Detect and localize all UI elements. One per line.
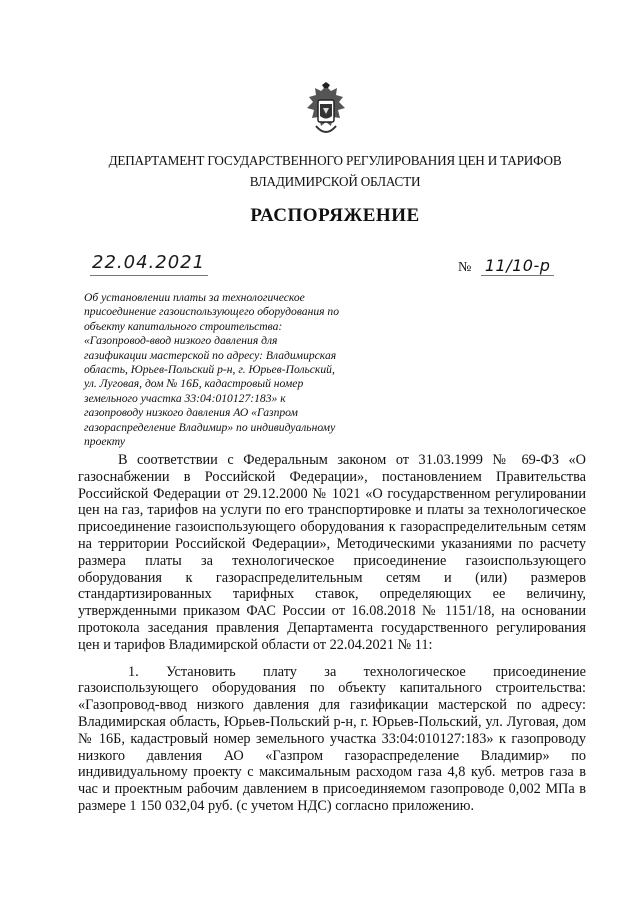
document-number [458, 256, 554, 276]
number-sign: № [458, 260, 472, 275]
document-subject [84, 291, 362, 449]
subject-line: «Газопровод-ввод низкого давления для [84, 334, 278, 348]
subject-line: объекту капитального строительства: [84, 319, 283, 333]
subject-line: область, Юрьев-Польский р-н, г. Юрьев-Польский, [84, 363, 335, 377]
subject-line: земельного участка 33:04:010127:183» к [84, 391, 286, 405]
subject-line: присоединение газоиспользующего оборудования по [84, 305, 340, 319]
subject-line: Об установлении платы за технологическое [84, 291, 305, 304]
subject-line: ул. Луговая, дом № 16Б, кадастровый номер [84, 377, 304, 391]
department-line-2: ВЛАДИМИРСКОЙ ОБЛАСТИ [249, 174, 421, 189]
body-paragraph-item-1: 1. Установить плату за технологическое присоединение газоиспользующего оборудования по объекту капитального строительства: «Газопровод-ввод низкого давления для газификации мастерской по адресу: Владимирская область, Юрьев-Польский р-н, г. Юрьев-Польский, ул. Луговая, дом № 16Б, кадастровый номер земельного участка 33:04:010127:183» к газопроводу низкого давления АО «Газпром газораспределение Владимир» по индивидуальному проекту с максимальным расходом газа 4,8 куб. метров газа в час и проектным рабочим давлением в присоединяемом газопроводе 0,002 МПа в размере 1 150 032,04 руб. (с учетом НДС) согласно приложению. [78, 663, 586, 814]
coat-of-arms-icon [302, 82, 350, 138]
number-value: 11/10-р [481, 256, 555, 276]
department-line-1: ДЕПАРТАМЕНТ ГОСУДАРСТВЕННОГО РЕГУЛИРОВАНИЯ ЦЕН И ТАРИФОВ [108, 153, 562, 168]
department-name [60, 150, 610, 192]
subject-line: проекту [84, 435, 126, 449]
document-date: 22.04.2021 [92, 252, 206, 273]
date-underline [90, 275, 208, 276]
subject-line: газораспределение Владимир» по индивидуальному [84, 420, 336, 434]
subject-line: газификации мастерской по адресу: Владимирская [84, 348, 337, 362]
document-body [78, 452, 586, 815]
body-paragraph-preamble: В соответствии с Федеральным законом от 31.03.1999 № 69-ФЗ «О газоснабжении в Российской Федерации», постановлением Правительства Российской Федерации от 29.12.2000 № 1021 «О государственном регулировании цен на газ, тарифов на услуги по его транспортировке и платы за технологическое присоединение газоиспользующего оборудования к газораспределительным сетям на территории Российской Федерации», Методическими указаниями по расчету размера платы за технологическое присоединение газоиспользующего оборудования к газораспределительным сетям и (или) размеров стандартизированных тарифных ставок, определяющих ее величину, утвержденными приказом ФАС России от 16.08.2018 № 1151/18, на основании протокола заседания правления Департамента государственного регулирования цен и тарифов Владимирской области от 22.04.2021 № 11: [78, 452, 586, 653]
document-type-title: РАСПОРЯЖЕНИЕ [250, 205, 420, 226]
subject-line: газопроводу низкого давления АО «Газпром [84, 406, 298, 420]
